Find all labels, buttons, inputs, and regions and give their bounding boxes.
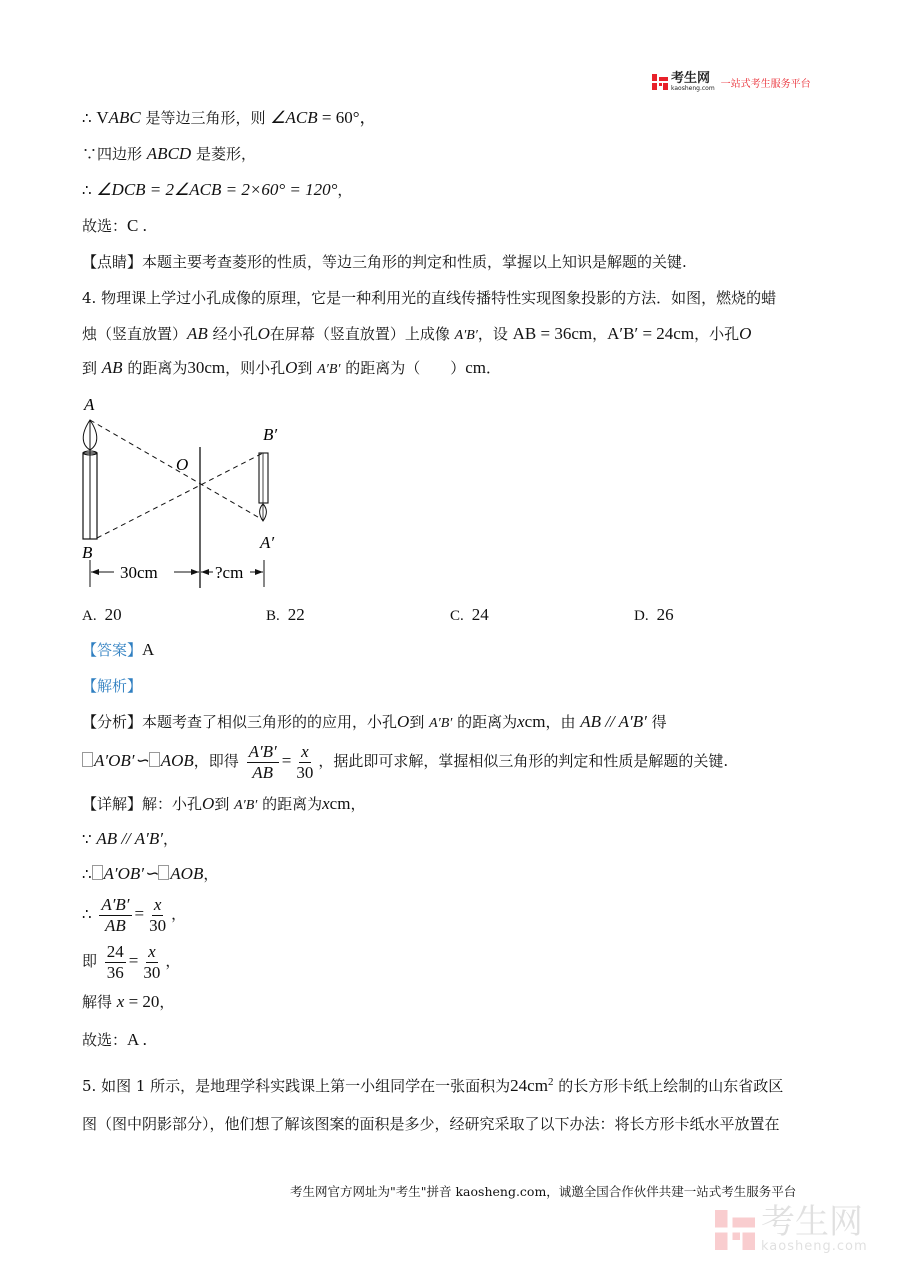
step-4: 即 $\frac{24}{36}$ = $\frac{x}{30}$ ， [82,941,181,982]
option-c: C. 24 [450,605,489,624]
q4-line-2: 烛（竖直放置）AB 经小孔O在屏幕（竖直放置）上成像 A′B′，设 AB = 36cm，A′B′ = 24cm，小孔O [82,324,752,343]
q4-line-3: 到 AB 的距离为30cm，则小孔O到 A′B′ 的距离为（ ）cm． [82,358,502,377]
xiangjie-line: 【详解】解：小孔O到 A′B′ 的距离为xcm， [82,794,366,813]
fraction: $\frac{x}{30}$ [143,941,161,982]
arrowhead-icon [91,569,99,575]
answer-value: A [142,640,155,659]
header-slogan: 一站式考生服务平台 [720,78,811,90]
label-a-prime: A′ [260,533,275,552]
label-o: O [176,455,189,474]
fraction: $\frac{x}{30}$ [149,894,167,935]
triangle-placeholder-icon [82,752,93,767]
q3-line-2: ∵四边形 ABCD 是菱形， [82,144,256,163]
triangle-placeholder-icon [158,865,169,880]
label-b: B [82,543,93,562]
label-a: A [84,395,95,414]
logo-text: 考生网 [671,71,711,86]
kaosheng-logo-icon [652,74,668,90]
option-d: D. 26 [634,605,674,624]
arrowhead-icon [255,569,263,575]
pinhole-diagram [70,390,290,590]
watermark [715,1202,868,1254]
fenxi-line-1: 【分析】本题考查了相似三角形的的应用，小孔O到 A′B′ 的距离为xcm，由 AB // A′B′ 得 [82,712,667,731]
arrowhead-icon [201,569,209,575]
dim-label-left: 30cm [120,563,158,582]
fenxi-line-2: A′OB′∽ AOB，即得 $\frac{A'B'}{AB}$ = $\frac{x}{30}$ ，据此即可求解，掌握相似三角形的判定和性质是解题的关键. [82,740,728,783]
option-a: A. 20 [82,605,122,624]
dim-label-right: ?cm [215,563,244,582]
watermark-domain: kaosheng.com [761,1239,868,1254]
answer-label: 【答案】 [82,641,143,659]
arrowhead-icon [191,569,199,575]
logo-domain: kaosheng.com [671,85,715,92]
q4-choice: 故选：A . [82,1030,147,1049]
q3-line-1: ∴ VABC 是等边三角形，则 ∠ACB = 60°， [82,108,377,127]
answer-line [82,640,154,660]
triangle-placeholder-icon [92,865,103,880]
kaosheng-watermark-icon [715,1208,755,1252]
step-2: ∴ A′OB′∽ AOB， [82,864,219,883]
q3-choice: 故选：C . [82,216,147,235]
fraction: $\frac{A'B'}{AB}$ [101,894,130,935]
fraction: $\frac{x}{30}$ [296,741,314,782]
image-candle-body [259,453,268,503]
step-3: ∴ $\frac{A'B'}{AB}$ = $\frac{x}{30}$ ， [82,894,187,935]
fraction: $\frac{24}{36}$ [106,941,124,982]
q4-line-1: 4. 物理课上学过小孔成像的原理，它是一种利用光的直线传播特性实现图象投影的方法．如图，燃烧的蜡 [82,289,777,307]
q5-line-2: 图（图中阴影部分），他们想了解该图案的面积是多少，经研究采取了以下办法：将长方形卡纸水平放置在 [82,1115,780,1133]
step-1: ∵ AB // A′B′， [82,829,178,848]
step-5: 解得 x = 20， [82,992,175,1011]
q3-line-3: ∴ ∠DCB = 2∠ACB = 2×60° = 120°， [82,180,353,199]
fraction: $\frac{A'B'}{AB}$ [248,741,277,782]
watermark-text: 考生网 [761,1202,863,1242]
q5-line-1: 5. 如图 1 所示，是地理学科实践课上第一小组同学在一张面积为$24cm^2$ 的长方形卡纸上绘制的山东省政区 [82,1076,784,1095]
q3-comment: 【点睛】本题主要考查菱形的性质，等边三角形的判定和性质，掌握以上知识是解题的关键. [82,253,687,271]
triangle-placeholder-icon [149,752,160,767]
comment-label: 【点睛】 [82,253,143,271]
analysis-heading: 【解析】 [82,677,143,695]
footer-text: 考生网官方网址为"考生"拼音 kaosheng.com，诚邀全国合作伙伴共建一站式考生服务平台 [290,1184,797,1199]
option-b: B. 22 [266,605,305,624]
header-logo [652,72,811,92]
label-b-prime: B′ [263,425,278,444]
